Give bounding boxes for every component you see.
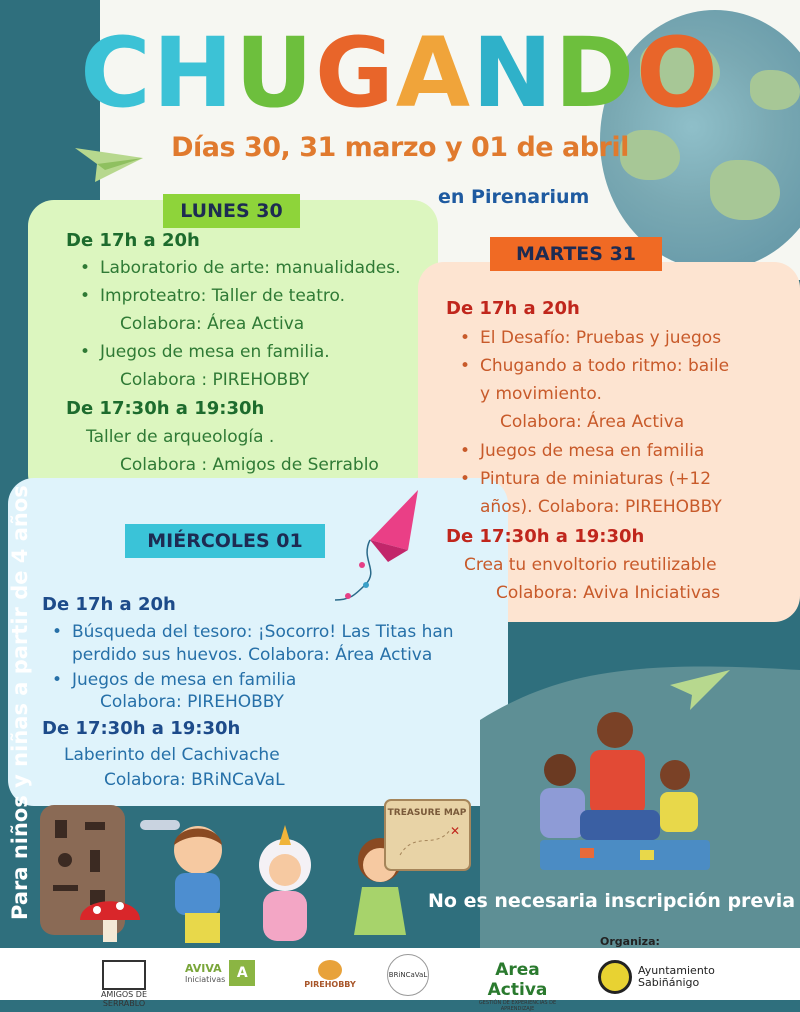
title-letter: C: [80, 17, 153, 129]
tuesday-item: • Chugando a todo ritmo: baile: [480, 356, 729, 376]
logo-ayuntamiento: Ayuntamiento Sabiñánigo: [598, 960, 738, 994]
monday-item: • Juegos de mesa en familia.: [100, 342, 330, 362]
title-letter: G: [315, 17, 396, 129]
tuesday-item-cont: años). Colabora: PIREHOBBY: [480, 497, 722, 517]
logo-amigos-de-serrablo: AMIGOS DE SERRABLO: [88, 960, 160, 1008]
title-letter: D: [554, 17, 637, 129]
tuesday-item-cont: y movimiento.: [480, 384, 602, 404]
logo-aviva: AVIVA Iniciativas A: [185, 960, 265, 986]
monday-time: De 17h a 20h: [66, 230, 200, 251]
tuesday-item: • El Desafío: Pruebas y juegos: [480, 328, 721, 348]
tuesday-item: Crea tu envoltorio reutilizable: [464, 555, 717, 575]
venue: en Pirenarium: [438, 186, 590, 208]
family-board-game-illustration: [520, 700, 730, 880]
tuesday-time: De 17h a 20h: [446, 298, 580, 319]
logo-pirehobby: PIREHOBBY: [300, 960, 360, 989]
age-note: Para niños y niñas a partir de 4 años: [8, 485, 32, 920]
wednesday-time: De 17h a 20h: [42, 594, 176, 615]
monday-collaborator: Colabora : Amigos de Serrablo: [120, 455, 379, 475]
tuesday-item: • Juegos de mesa en familia: [480, 441, 704, 461]
tuesday-collaborator: Colabora: Área Activa: [500, 412, 685, 432]
treasure-map-label: TREASURE MAP: [387, 808, 467, 818]
wednesday-collaborator: Colabora: BRiNCaVaL: [104, 770, 285, 790]
monday-item: • Improteatro: Taller de teatro.: [100, 286, 345, 306]
wednesday-item: • Juegos de mesa en familia: [72, 670, 296, 690]
wednesday-label: MIÉRCOLES 01: [125, 524, 325, 558]
treasure-map-illustration: [380, 795, 475, 875]
svg-text:✕: ✕: [450, 824, 461, 838]
event-dates: Días 30, 31 marzo y 01 de abril: [171, 132, 629, 163]
tuesday-label: MARTES 31: [490, 237, 662, 271]
organiza-label: Organiza:: [600, 935, 660, 948]
title-letter: O: [636, 17, 720, 129]
monday-collaborator: Colabora: Área Activa: [120, 314, 305, 334]
wednesday-item: Laberinto del Cachivache: [64, 745, 280, 765]
monday-item: • Laboratorio de arte: manualidades.: [100, 258, 401, 278]
tuesday-time: De 17:30h a 19:30h: [446, 526, 645, 547]
logo-area-activa: Area Activa GESTIÓN DE EXPERIENCIAS DE APRENDIZAJE: [478, 960, 557, 1012]
logo-brincaval: BRiNCaVaL: [385, 960, 431, 996]
girl-unicorn-costume-illustration: [245, 825, 325, 945]
title-letter: N: [472, 17, 555, 129]
monday-collaborator: Colabora : PIREHOBBY: [120, 370, 310, 390]
monday-label: LUNES 30: [163, 194, 300, 228]
wednesday-item: • Búsqueda del tesoro: ¡Socorro! Las Titas han: [72, 622, 454, 642]
title-letter: H: [152, 17, 236, 129]
no-registration-note: No es necesaria inscripción previa: [428, 890, 796, 912]
tuesday-collaborator: Colabora: Aviva Iniciativas: [496, 583, 721, 603]
title-letter: U: [235, 17, 315, 129]
wednesday-time: De 17:30h a 19:30h: [42, 718, 241, 739]
tuesday-item: • Pintura de miniaturas (+12: [480, 469, 711, 489]
wednesday-item-cont: perdido sus huevos. Colabora: Área Activa: [72, 645, 433, 665]
wednesday-collaborator: Colabora: PIREHOBBY: [100, 692, 284, 712]
boy-with-plane-illustration: [130, 815, 240, 945]
monday-item: Taller de arqueología .: [86, 427, 275, 447]
title-letter: A: [395, 17, 473, 129]
poster-title: [0, 18, 800, 128]
kite-icon: [330, 490, 430, 610]
monday-time: De 17:30h a 19:30h: [66, 398, 265, 419]
